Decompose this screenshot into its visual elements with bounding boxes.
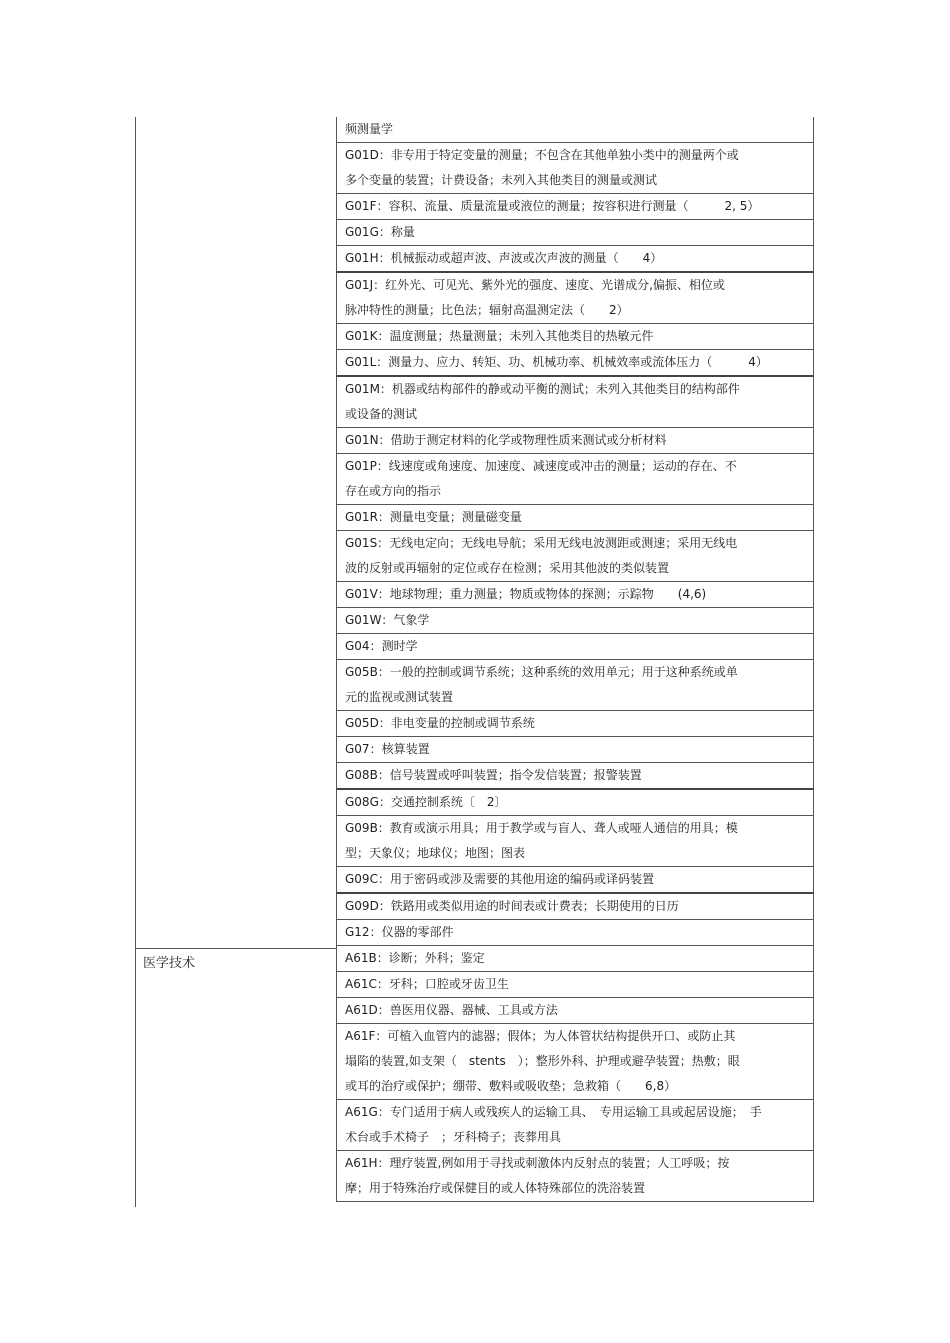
table-row <box>336 1100 814 1151</box>
table-row <box>336 711 814 737</box>
table-row <box>336 531 814 582</box>
row-text-line: G01S：无线电定向；无线电导航；采用无线电波测距或测速；采用无线电 <box>345 536 738 550</box>
table-row <box>336 350 814 377</box>
table-row <box>336 428 814 454</box>
category-label-medical-tech: 医学技术 <box>143 956 196 971</box>
row-text-line: G01V：地球物理；重力测量；物质或物体的探测；示踪物 (4,6) <box>345 587 707 601</box>
table-row <box>336 324 814 350</box>
table-row <box>336 634 814 660</box>
row-text-line: 频测量学 <box>345 122 394 136</box>
table-row <box>336 998 814 1024</box>
table-row <box>336 582 814 608</box>
table-row <box>336 816 814 867</box>
table-row <box>336 763 814 790</box>
row-text-line: G09B：教育或演示用具；用于教学或与盲人、聋人或哑人通信的用具；模 <box>345 821 738 835</box>
row-text-line: G01W：气象学 <box>345 613 430 627</box>
row-text-line: G01H：机械振动或超声波、声波或次声波的测量（ 4） <box>345 251 663 265</box>
row-text-line: A61B：诊断；外科；鉴定 <box>345 951 485 965</box>
row-text-line: A61F：可植入血管内的滤器；假体；为人体管状结构提供开口、或防止其 <box>345 1029 736 1043</box>
table-row <box>336 377 814 428</box>
table-row <box>336 505 814 531</box>
row-text-line: 术台或手术椅子 ；牙科椅子；丧葬用具 <box>345 1130 562 1144</box>
table-row <box>336 894 814 920</box>
table-row <box>336 143 814 194</box>
classification-table <box>336 117 814 1202</box>
table-row <box>336 1151 814 1202</box>
row-text-line: G01P：线速度或角速度、加速度、减速度或冲击的测量；运动的存在、不 <box>345 459 737 473</box>
table-row <box>336 1024 814 1100</box>
table-row <box>336 867 814 894</box>
row-text-line: G09C：用于密码或涉及需要的其他用途的编码或译码装置 <box>345 872 654 886</box>
row-text-line: G01L：测量力、应力、转矩、功、机械功率、机械效率或流体压力（ 4） <box>345 355 768 369</box>
table-row <box>336 117 814 143</box>
table-row <box>336 608 814 634</box>
row-text-line: 型；天象仪；地球仪；地图；图表 <box>345 846 526 860</box>
table-row <box>336 972 814 998</box>
table-row <box>336 737 814 763</box>
row-text-line: 脉冲特性的测量；比色法；辐射高温测定法（ 2） <box>345 303 629 317</box>
row-text-line: 多个变量的装置；计费设备；未列入其他类目的测量或测试 <box>345 173 658 187</box>
row-text-line: G01F：容积、流量、质量流量或液位的测量；按容积进行测量（ 2, 5） <box>345 199 760 213</box>
row-text-line: G05B：一般的控制或调节系统；这种系统的效用单元；用于这种系统或单 <box>345 665 738 679</box>
table-row <box>336 920 814 946</box>
table-row <box>336 273 814 324</box>
row-text-line: G07：核算装置 <box>345 742 430 756</box>
table-row <box>336 454 814 505</box>
row-text-line: G04：测时学 <box>345 639 418 653</box>
row-text-line: 摩；用于特殊治疗或保健目的或人体特殊部位的洗浴装置 <box>345 1181 646 1195</box>
row-text-line: A61G：专门适用于病人或残疾人的运输工具、 专用运输工具或起居设施； 手 <box>345 1105 762 1119</box>
row-text-line: 或耳的治疗或保护；绷带、敷料或吸收垫；急救箱（ 6,8） <box>345 1079 677 1093</box>
row-text-line: G01J：红外光、可见光、紫外光的强度、速度、光谱成分,偏振、相位或 <box>345 278 725 292</box>
row-text-line: 波的反射或再辐射的定位或存在检测；采用其他波的类似装置 <box>345 561 670 575</box>
row-text-line: A61C：牙科；口腔或牙齿卫生 <box>345 977 509 991</box>
table-row <box>336 790 814 816</box>
row-text-line: 存在或方向的指示 <box>345 484 442 498</box>
category-column-left-border <box>135 117 136 1207</box>
row-text-line: G01R：测量电变量；测量磁变量 <box>345 510 522 524</box>
row-text-line: G01D：非专用于特定变量的测量；不包含在其他单独小类中的测量两个或 <box>345 148 739 162</box>
row-text-line: G08B：信号装置或呼叫装置；指令发信装置；报警装置 <box>345 768 642 782</box>
table-row <box>336 246 814 273</box>
row-text-line: G09D：铁路用或类似用途的时间表或计费表；长期使用的日历 <box>345 899 679 913</box>
row-text-line: G01G：称量 <box>345 225 415 239</box>
row-text-line: 或设备的测试 <box>345 407 418 421</box>
table-row <box>336 660 814 711</box>
row-text-line: 塌陷的装置,如支架（ stents ）；整形外科、护理或避孕装置；热敷；眼 <box>345 1054 740 1068</box>
row-text-line: 元的监视或测试装置 <box>345 690 454 704</box>
row-text-line: G05D：非电变量的控制或调节系统 <box>345 716 535 730</box>
category-divider <box>135 948 336 949</box>
row-text-line: A61D：兽医用仪器、器械、工具或方法 <box>345 1003 558 1017</box>
row-text-line: G01N：借助于测定材料的化学或物理性质来测试或分析材料 <box>345 433 667 447</box>
table-row <box>336 194 814 220</box>
table-row <box>336 946 814 972</box>
table-row <box>336 220 814 246</box>
row-text-line: G08G：交通控制系统〔 2〕 <box>345 795 507 809</box>
row-text-line: G01K：温度测量；热量测量；未列入其他类目的热敏元件 <box>345 329 654 343</box>
row-text-line: G01M：机器或结构部件的静或动平衡的测试；未列入其他类目的结构部件 <box>345 382 740 396</box>
row-text-line: A61H：理疗装置,例如用于寻找或刺激体内反射点的装置；人工呼吸；按 <box>345 1156 730 1170</box>
row-text-line: G12：仪器的零部件 <box>345 925 454 939</box>
